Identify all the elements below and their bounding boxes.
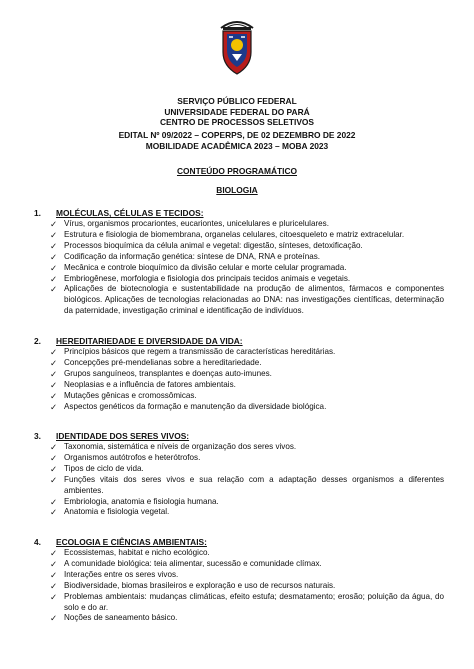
check-icon: ✓	[50, 507, 58, 518]
section-heading	[34, 336, 444, 347]
list-item	[34, 475, 444, 497]
check-icon: ✓	[50, 548, 58, 558]
item-text: Ecossistemas, habitat e nicho ecológico.	[64, 548, 210, 557]
item-text: A comunidade biológica: teia alimentar, sucessão e comunidade clímax.	[64, 558, 322, 568]
check-icon: ✓	[50, 390, 58, 401]
check-icon: ✓	[50, 262, 58, 273]
list-item	[34, 274, 444, 285]
list-item	[34, 380, 444, 391]
check-icon: ✓	[50, 229, 58, 240]
check-icon: ✓	[50, 591, 58, 602]
item-text: Anatomia e fisiologia vegetal.	[64, 507, 170, 517]
list-item	[34, 263, 444, 274]
list-item	[34, 358, 444, 369]
item-text: Organismos autótrofos e heterótrofos.	[64, 452, 201, 462]
item-text: Taxonomia, sistemática e níveis de organização dos seres vivos.	[64, 442, 297, 451]
item-text: Problemas ambientais: mudanças climáticas, efeito estufa; desmatamento; erosão; poluição da água, do solo e do ar.	[64, 591, 444, 612]
list-item	[34, 402, 444, 413]
check-icon: ✓	[50, 474, 58, 485]
check-icon: ✓	[50, 463, 58, 474]
list-item	[34, 219, 444, 230]
section-number: 4.	[34, 537, 41, 547]
list-item	[34, 230, 444, 241]
list-item	[34, 497, 444, 508]
check-icon: ✓	[50, 401, 58, 412]
item-text: Mecânica e controle bioquímico da divisão celular e morte celular programada.	[64, 262, 347, 272]
check-icon: ✓	[50, 569, 58, 580]
check-icon: ✓	[50, 580, 58, 591]
item-text: Concepções pré-mendelianas sobre a hereditariedade.	[64, 357, 262, 367]
item-text: Biodiversidade, biomas brasileiros e exploração e uso de recursos naturais.	[64, 580, 336, 590]
section-heading	[34, 208, 444, 219]
item-text: Neoplasias e a influência de fatores ambientais.	[64, 379, 236, 389]
check-icon: ✓	[50, 284, 58, 295]
list-item	[34, 284, 444, 317]
item-text: Princípios básicos que regem a transmissão de características hereditárias.	[64, 347, 336, 356]
item-text: Vírus, organismos procariontes, eucariontes, unicelulares e pluricelulares.	[64, 219, 329, 228]
list-item	[34, 347, 444, 358]
item-text: Interações entre os seres vivos.	[64, 569, 179, 579]
list-item	[34, 581, 444, 592]
check-icon: ✓	[50, 251, 58, 262]
section-identidade	[34, 431, 444, 518]
item-text: Processos bioquímica da célula animal e vegetal: digestão, sínteses, detoxificação.	[64, 240, 363, 250]
item-text: Codificação da informação genética: síntese de DNA, RNA e proteínas.	[64, 251, 320, 261]
item-text: Estrutura e fisiologia de biomembrana, organelas celulares, citoesqueleto e matriz extracelular.	[64, 229, 405, 239]
check-icon: ✓	[50, 357, 58, 368]
check-icon: ✓	[50, 442, 58, 452]
list-item	[34, 507, 444, 518]
list-item	[34, 592, 444, 614]
list-item	[34, 548, 444, 559]
check-icon: ✓	[50, 379, 58, 390]
section-heading	[34, 431, 444, 442]
check-icon: ✓	[50, 613, 58, 624]
item-text: Aspectos genéticos da formação e manutenção da diversidade biológica.	[64, 401, 327, 411]
item-text: Mutações gênicas e cromossômicas.	[64, 390, 197, 400]
item-text: Embriogênese, morfologia e fisiologia dos principais tecidos animais e vegetais.	[64, 273, 351, 283]
check-icon: ✓	[50, 368, 58, 379]
check-icon: ✓	[50, 347, 58, 357]
section-title: IDENTIDADE DOS SERES VIVOS:	[56, 431, 190, 441]
subject-title: BIOLOGIA	[216, 185, 258, 195]
item-text: Funções vitais dos seres vivos e sua relação com a adaptação desses organismos a diferentes ambientes.	[64, 474, 444, 495]
university-crest-logo	[217, 14, 257, 76]
topic-list	[34, 347, 444, 412]
list-item	[34, 391, 444, 402]
section-heading	[34, 537, 444, 548]
section-number: 2.	[34, 336, 41, 346]
header-line-2: UNIVERSIDADE FEDERAL DO PARÁ	[164, 106, 310, 117]
list-item	[34, 252, 444, 263]
topic-list	[34, 442, 444, 518]
check-icon: ✓	[50, 496, 58, 507]
topic-list	[34, 548, 444, 624]
list-item	[34, 453, 444, 464]
item-text: Aplicações de biotecnologia e sustentabilidade na produção de alimentos, fármacos e componentes biológicos. Aplicações de tecnologias relacionadas ao DNA: nas investigações científicas, determinação da paternidade, investigação criminal e identificação de indivíduos.	[64, 284, 444, 316]
list-item	[34, 464, 444, 475]
section-hereditariedade	[34, 336, 444, 412]
check-icon: ✓	[50, 219, 58, 229]
list-item	[34, 570, 444, 581]
list-item	[34, 442, 444, 453]
edital-line-1: EDITAL Nº 09/2022 – COPERPS, DE 02 DEZEMBRO DE 2022	[118, 130, 356, 140]
list-item	[34, 559, 444, 570]
edital-header	[0, 130, 474, 151]
section-number: 3.	[34, 431, 41, 441]
item-text: Noções de saneamento básico.	[64, 613, 178, 623]
check-icon: ✓	[50, 240, 58, 251]
check-icon: ✓	[50, 273, 58, 284]
header-line-3: CENTRO DE PROCESSOS SELETIVOS	[159, 117, 315, 127]
item-text: Tipos de ciclo de vida.	[64, 463, 144, 473]
check-icon: ✓	[50, 452, 58, 463]
list-item	[34, 613, 444, 624]
institution-header	[0, 96, 474, 128]
header-line-1: SERVIÇO PÚBLICO FEDERAL	[177, 96, 297, 106]
section-title: HEREDITARIEDADE E DIVERSIDADE DA VIDA:	[56, 336, 243, 346]
topic-list	[34, 219, 444, 317]
item-text: Grupos sanguíneos, transplantes e doenças auto-imunes.	[64, 368, 272, 378]
section-moleculas	[34, 208, 444, 317]
conteudo-title: CONTEÚDO PROGRAMÁTICO	[176, 166, 298, 176]
section-title: ECOLOGIA E CIÊNCIAS AMBIENTAIS:	[56, 537, 207, 547]
list-item	[34, 241, 444, 252]
list-item	[34, 369, 444, 380]
section-ecologia	[34, 537, 444, 624]
item-text: Embriologia, anatomia e fisiologia humana.	[64, 496, 219, 506]
edital-line-2: MOBILIDADE ACADÊMICA 2023 – MOBA 2023	[145, 140, 329, 151]
section-number: 1.	[34, 208, 41, 218]
section-title: MOLÉCULAS, CÉLULAS E TECIDOS:	[56, 208, 204, 218]
check-icon: ✓	[50, 558, 58, 569]
